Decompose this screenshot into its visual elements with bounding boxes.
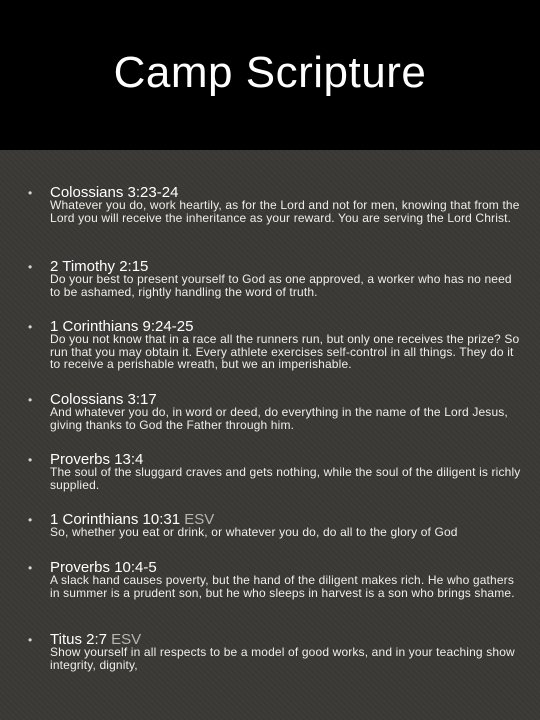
slide-header	[0, 0, 540, 150]
scripture-reference: 2 Timothy 2:15	[50, 258, 149, 275]
slide-title: Camp Scripture	[113, 48, 427, 97]
bible-version: ESV	[111, 631, 142, 648]
bullet-icon: •	[28, 633, 33, 647]
scripture-reference: 1 Corinthians 9:24-25	[50, 318, 194, 335]
scripture-text: Whatever you do, work heartily, as for the Lord and not for men, knowing that from the Lord you will receive the inheritance as your reward. You are serving the Lord Christ.	[50, 198, 520, 225]
scripture-reference: Proverbs 13:4	[50, 451, 144, 468]
scripture-text: Show yourself in all respects to be a model of good works, and in your teaching show integrity, dignity,	[50, 645, 515, 672]
scripture-text: The soul of the sluggard craves and gets nothing, while the soul of the diligent is richly supplied.	[50, 465, 521, 492]
bible-version: ESV	[184, 511, 215, 528]
bullet-icon: •	[28, 453, 33, 467]
scripture-text: Do your best to present yourself to God as one approved, a worker who has no need to be ashamed, rightly handling the word of truth.	[50, 272, 512, 299]
bullet-icon: •	[28, 513, 33, 527]
scripture-list	[0, 150, 540, 720]
bullet-icon: •	[28, 393, 33, 407]
scripture-text: And whatever you do, in word or deed, do everything in the name of the Lord Jesus, giving thanks to God the Father through him.	[50, 405, 508, 432]
scripture-text: So, whether you eat or drink, or whatever you do, do all to the glory of God	[50, 525, 458, 539]
bullet-icon: •	[28, 320, 33, 334]
scripture-text: A slack hand causes poverty, but the hand of the diligent makes rich. He who gathers in summer is a prudent son, but he who sleeps in harvest is a son who brings shame.	[50, 573, 515, 600]
scripture-reference: Colossians 3:23-24	[50, 184, 179, 201]
bullet-icon: •	[28, 186, 33, 200]
bullet-icon: •	[28, 260, 33, 274]
scripture-reference: Proverbs 10:4-5	[50, 559, 157, 576]
scripture-reference: Titus 2:7 ESV	[50, 631, 142, 648]
bullet-icon: •	[28, 561, 33, 575]
scripture-reference: 1 Corinthians 10:31 ESV	[50, 511, 215, 528]
scripture-reference: Colossians 3:17	[50, 391, 157, 408]
scripture-text: Do you not know that in a race all the runners run, but only one receives the prize? So run that you may obtain it. Every athlete exercises self-control in all things. They do it to receive a perishable wreath, but we an imperishable.	[50, 332, 520, 372]
